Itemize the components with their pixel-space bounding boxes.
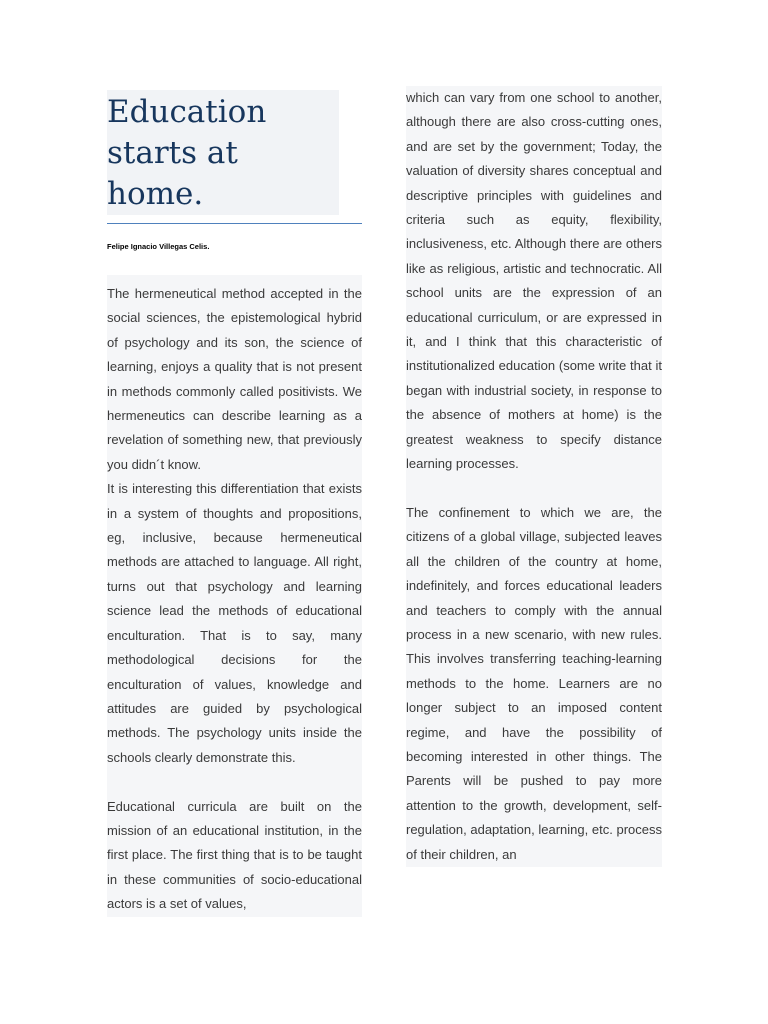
article-title: Education starts at home. [107, 90, 339, 215]
paragraph: The hermeneutical method accepted in the social sciences, the epistemological hybrid of psychology and its son, the science of learning, enjoys a quality that is not present in methods commonly called positivists. We hermeneutics can describe learning as a revelation of something new, that previously you didn´t know. [107, 286, 362, 472]
left-body-text [107, 275, 362, 917]
title-underline [107, 223, 362, 224]
left-column [107, 90, 362, 917]
author-byline: Felipe Ignacio Villegas Celis. [107, 242, 210, 251]
right-body-text [406, 86, 662, 867]
paragraph-gap [107, 770, 362, 794]
right-column [406, 86, 662, 867]
paragraph: which can vary from one school to another, although there are also cross-cutting ones, and are set by the government; Today, the valuation of diversity shares conceptual and descriptive principles with guidelines and criteria such as equity, flexibility, inclusiveness, etc. Although there are others like as religious, artistic and technocratic. All school units are the expression of an educational curriculum, or are expressed in it, and I think that this characteristic of institutionalized education (some write that it began with industrial society, in response to the absence of mothers at home) is the greatest weakness to specify distance learning processes. [406, 90, 662, 472]
paragraph: Educational curricula are built on the mission of an educational institution, in the first place. The first thing that is to be taught in these communities of socio-educational actors is a set of values, [107, 798, 362, 912]
paragraph-gap [406, 477, 662, 501]
paragraph: It is interesting this differentiation that exists in a system of thoughts and propositions, eg, inclusive, because hermeneutical methods are attached to language. All right, turns out that psychology and learning science lead the methods of educational enculturation. That is to say, many methodological decisions for the enculturation of values, knowledge and attitudes are guided by psychological methods. The psychology units inside the schools clearly demonstrate this. [107, 481, 362, 765]
paragraph: The confinement to which we are, the citizens of a global village, subjected leaves all the children of the country at home, indefinitely, and forces educational leaders and teachers to comply with the annual process in a new scenario, with new rules. This involves transferring teaching-learning methods to the home. Learners are no longer subject to an imposed content regime, and have the possibility of becoming interested in other things. The Parents will be pushed to pay more attention to the growth, development, self-regulation, adaptation, learning, etc. process of their children, an [406, 504, 662, 862]
